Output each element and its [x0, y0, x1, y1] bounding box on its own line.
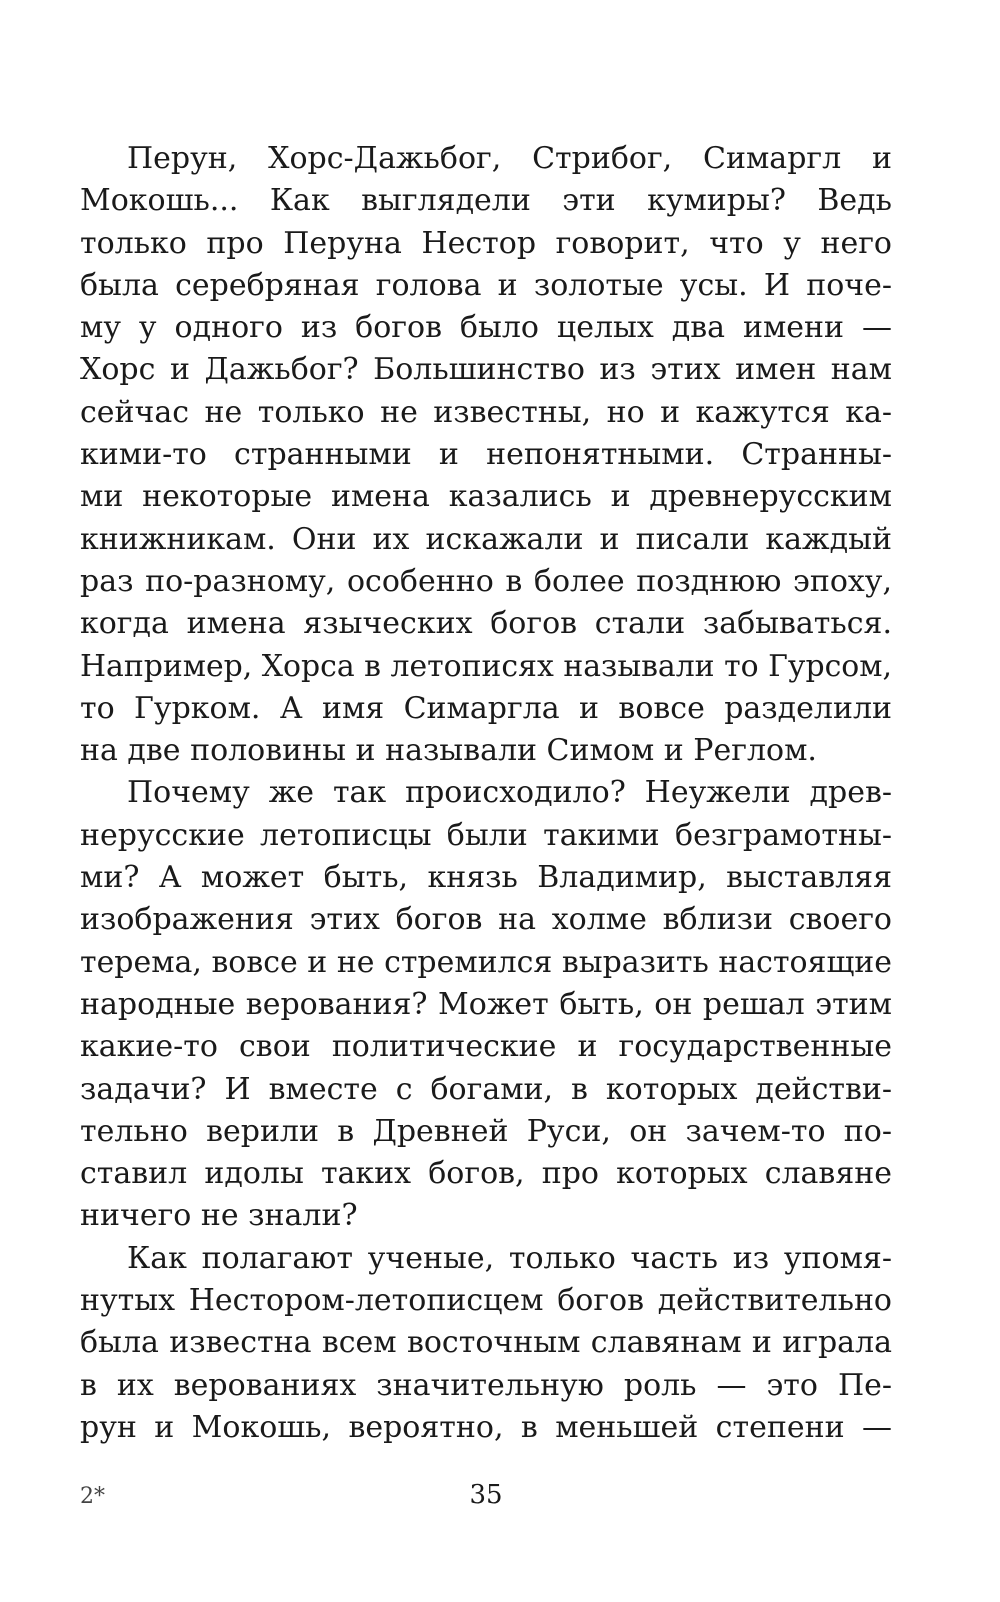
text-line: раз по-разному, особенно в более позднюю эпоху, [80, 563, 892, 599]
text-line: Почему же так происходило? Неужели древ- [127, 775, 892, 811]
text-line: Например, Хорса в летописях называли то Гурсом, [80, 648, 892, 684]
text-line: задачи? И вместе с богами, в которых действи- [80, 1071, 892, 1107]
paragraph-1 [80, 138, 892, 772]
text-line: рун и Мокошь, вероятно, в меньшей степени — [80, 1409, 892, 1445]
text-line: нерусские летописцы были такими безграмотны- [80, 817, 892, 853]
text-line: книжникам. Они их искажали и писали каждый [80, 521, 892, 557]
paragraph-2 [80, 772, 892, 1237]
signature-mark: 2* [80, 1484, 105, 1509]
text-line: ничего не знали? [80, 1198, 358, 1234]
text-line: когда имена языческих богов стали забываться. [80, 606, 892, 642]
text-line: народные верования? Может быть, он решал этим [80, 986, 892, 1022]
text-line: кими-то странными и непонятными. Странны- [80, 437, 892, 473]
text-line: Перун, Хорс-Дажьбог, Стрибог, Симаргл и [127, 141, 892, 176]
text-line: тельно верили в Древней Руси, он зачем-то по- [80, 1113, 892, 1149]
text-line: только про Перуна Нестор говорит, что у него [80, 225, 892, 261]
text-line: то Гурком. А имя Симаргла и вовсе разделили [80, 690, 892, 726]
text-line: ставил идолы таких богов, про которых славяне [80, 1156, 892, 1192]
body-text [80, 138, 892, 1449]
page-number: 35 [469, 1480, 503, 1510]
text-line: была серебряная голова и золотые усы. И поче- [80, 267, 892, 303]
text-line: терема, вовсе и не стремился выразить настоящие [80, 944, 892, 980]
text-line: му у одного из богов было целых два имени — [80, 310, 892, 346]
text-line: в их верованиях значительную роль — это Пе- [80, 1367, 892, 1403]
text-line: ми некоторые имена казались и древнерусским [80, 479, 892, 515]
text-line: была известна всем восточным славянам и играла [80, 1325, 892, 1361]
text-line: сейчас не только не известны, но и кажутся ка- [80, 394, 892, 430]
text-line: на две половины и называли Симом и Реглом. [80, 733, 817, 769]
text-line: Мокошь... Как выглядели эти кумиры? Ведь [80, 183, 892, 219]
text-line: Хорс и Дажьбог? Большинство из этих имен нам [80, 352, 892, 388]
text-line: изображения этих богов на холме вблизи своего [80, 902, 892, 938]
text-line: Как полагают ученые, только часть из упомя- [127, 1240, 892, 1276]
text-line: ми? А может быть, князь Владимир, выставляя [80, 860, 892, 896]
text-line: какие-то свои политические и государственные [80, 1029, 892, 1065]
paragraph-3 [80, 1238, 892, 1449]
text-line: нутых Нестором-летописцем богов действительно [80, 1283, 892, 1319]
